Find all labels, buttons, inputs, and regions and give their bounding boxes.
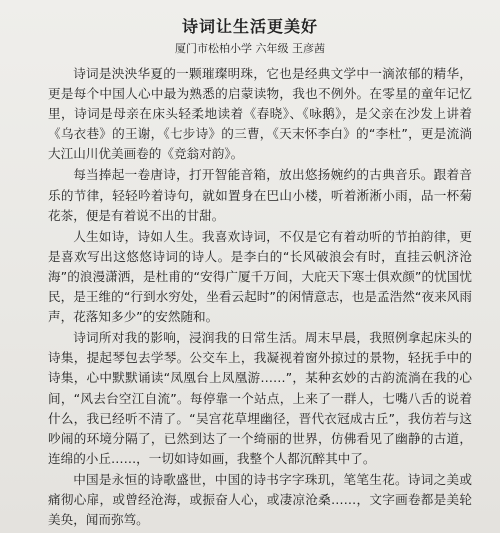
author-byline: 厦门市松柏小学 六年级 王彦茜 [175, 42, 325, 55]
paragraph-2: 每当捧起一卷唐诗，打开智能音箱，放出悠扬婉约的古典音乐。跟着音乐的节律，轻轻吟着诗句，就如置身在巴山小楼，听着淅淅小雨，品一杯菊花茶，便是有着说不出的甘甜。 [48, 167, 472, 223]
paragraph-4: 诗词所对我的影响，浸润我的日常生活。周末早晨，我照例拿起床头的诗集，提起琴包去学琴。公交车上，我凝视着窗外掠过的景物，轻抚手中的诗集，心中默默诵读“凤凰台上凤凰游……”，某种玄妙的古韵流淌在我的心间，“风去台空江自流”。每停靠一个站点，上来了一群人，七嘴八舌的说着什么，我已经听不清了。“吴宫花草埋幽径，晋代衣冠成古丘”，我仿若与这吵闹的环境分隔了，已然到达了一个绮丽的世界，仿佛看见了幽静的古道，连绵的小丘……，一切如诗如画，我整个人都沉醉其中了。 [48, 330, 472, 466]
paragraph-5: 中国是永恒的诗歌盛世，中国的诗书字字珠玑，笔笔生花。诗词之美或痛彻心扉，或曾经沧海，或振奋人心，或凄凉沧桑……，文字画卷都是美轮美奂，闻而弥笃。 [48, 471, 472, 528]
essay-body [48, 64, 472, 530]
paragraph-1: 诗词是泱泱华夏的一颗璀璨明珠，它也是经典文学中一滴浓郁的精华，更是每个中国人心中最为熟悉的启蒙读物，我也不例外。在零星的童年记忆里，诗词是母亲在床头轻柔地读着《春晓》、《咏鹅》，是父亲在沙发上讲着《乌衣巷》的王谢，《七步诗》的三曹，《天末怀李白》的“李杜”，更是流淌大江山川优美画卷的《竞翁对韵》。 [48, 66, 472, 162]
essay-title: 诗词让生活更美好 [181, 17, 318, 36]
paragraph-3: 人生如诗，诗如人生。我喜欢诗词，不仅是它有着动听的节拍韵律，更是喜欢写出这悠悠诗词的诗人。是李白的“长风破浪会有时，直挂云帆济沧海”的浪漫潇洒，是杜甫的“安得广厦千万间，大庇天下寒士俱欢颜”的忧国忧民，是王维的“行到水穷处，坐看云起时”的闲情意志，也是孟浩然“夜来风雨声，花落知多少”的安然随和。 [48, 228, 472, 325]
